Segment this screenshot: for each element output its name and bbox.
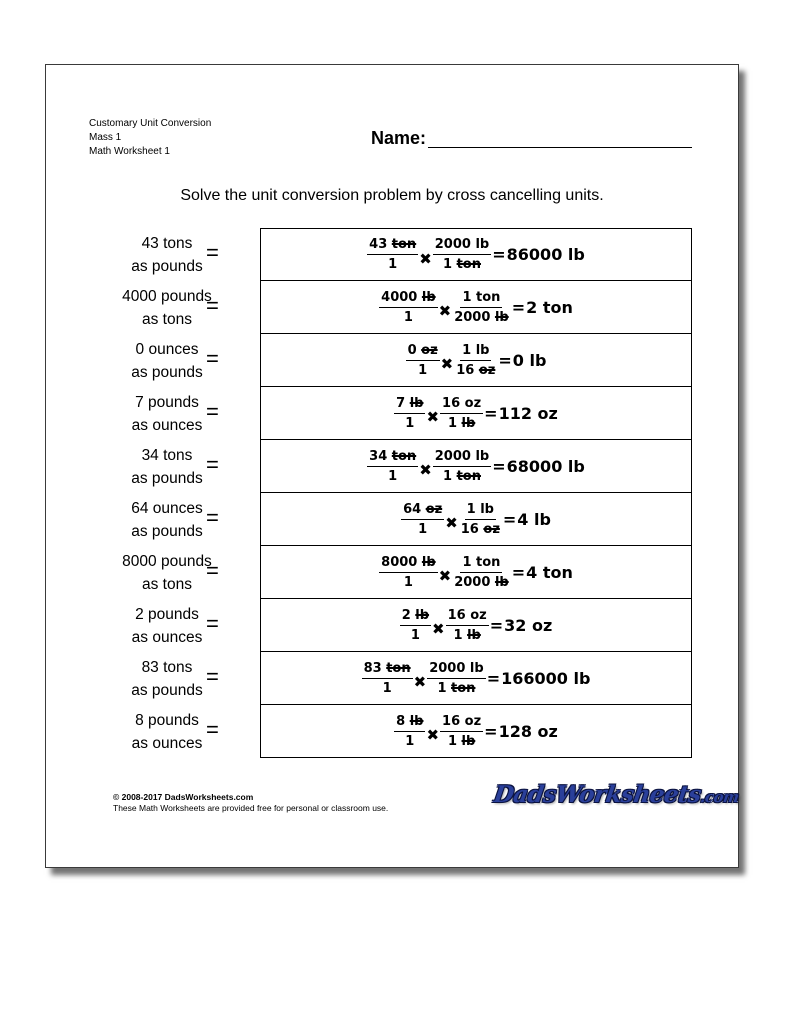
denominator: 1 [403,574,413,590]
conversion-factor [446,608,489,643]
cancelled-unit: ton [456,257,481,272]
conversion-expression [261,493,691,545]
multiply-icon: ✖ [413,673,427,691]
term-number: 0 [407,342,422,358]
equals-sign: = [206,717,219,742]
prompt-target-unit: as pounds [131,364,203,381]
conversion-expression [261,440,691,492]
denominator [454,361,497,378]
denominator: 1 [410,627,420,643]
cancelled-unit: lb [467,627,481,643]
denominator [446,732,477,749]
conversion-expression [261,334,691,386]
numerator [394,396,425,414]
cancelled-unit: lb [494,309,509,325]
cancelled-unit: ton [391,448,417,464]
conversion-expression [261,387,691,439]
denominator [441,467,483,484]
numerator [401,502,444,520]
equals-sign: = [206,399,219,424]
denominator: 1 [405,733,415,749]
answer-box[interactable] [260,493,692,546]
answer-box[interactable] [260,281,692,334]
prompt-quantity: 4000 pounds [122,288,212,305]
term-number: 1 [453,627,468,643]
given-fraction [400,608,431,643]
prompt-quantity: 7 pounds [135,394,199,411]
multiply-icon: ✖ [419,461,432,479]
term-number: 2000 [454,574,495,590]
conversion-factor [459,502,502,537]
answer-value: 2 ton [526,297,573,317]
problem-row [46,705,738,758]
term-number: 4000 [381,289,422,305]
problem-row [46,281,738,334]
given-fraction [406,343,440,378]
problem-row [46,440,738,493]
conversion-expression [261,229,691,280]
prompt-quantity: 64 ounces [131,500,203,517]
prompt-quantity: 34 tons [141,447,193,464]
conversion-factor [427,661,485,696]
numerator: 2000 lb [433,449,491,467]
prompt-target-unit: as tons [142,576,192,593]
numerator: 16 oz [440,396,483,414]
numerator: 1 lb [460,343,491,361]
cancelled-unit: lb [421,289,436,305]
given-fraction [401,502,444,537]
denominator: 1 [418,362,428,378]
cancelled-unit: lb [409,395,424,411]
problem-row [46,599,738,652]
denominator: 1 [418,521,428,537]
equals-sign: = [206,293,219,318]
numerator [367,449,418,467]
cancelled-unit: oz [483,521,500,537]
term-number: 1 [447,415,462,431]
multiply-icon: ✖ [426,726,440,744]
term-number: 64 [403,501,426,517]
multiply-icon: ✖ [432,620,445,638]
denominator [441,255,483,272]
denominator [446,414,477,431]
multiply-icon: ✖ [419,249,432,268]
denominator [452,573,510,590]
conversion-expression [261,281,691,333]
conversion-factor [452,290,510,325]
conversion-expression [261,705,691,757]
term-number: 1 [443,468,457,484]
answer-box[interactable] [260,546,692,599]
conversion-factor [433,237,491,272]
numerator [367,237,418,255]
denominator [452,626,483,643]
answer-value: 166000 lb [501,668,591,688]
prompt-quantity: 83 tons [141,659,193,676]
prompt-quantity: 8000 pounds [122,553,212,570]
given-fraction [394,396,425,431]
denominator: 1 [382,680,392,696]
cancelled-unit: ton [386,660,411,676]
result-equals: = [492,245,506,264]
meta-subtitle: Mass 1 [89,132,122,143]
result-equals: = [498,350,512,370]
worksheet-page [45,64,739,868]
term-number: 1 [437,680,452,696]
conversion-expression [261,546,691,598]
result-equals: = [489,615,504,635]
answer-box[interactable] [260,334,692,387]
numerator: 2000 lb [427,661,485,679]
given-fraction [394,714,425,749]
conversion-expression [261,599,691,651]
multiply-icon: ✖ [438,302,452,320]
worksheet-meta [89,117,211,159]
prompt-target-unit: as pounds [131,258,203,275]
equals-sign: = [206,346,219,371]
cancelled-unit: oz [425,501,443,517]
cancelled-unit: ton [391,237,417,252]
numerator: 16 oz [440,714,483,732]
equals-sign: = [206,664,219,689]
denominator: 1 [403,309,413,325]
result-equals: = [492,456,506,476]
problem-row [46,493,738,546]
equals-sign: = [206,240,219,265]
multiply-icon: ✖ [438,567,452,585]
answer-value: 128 oz [498,721,558,741]
prompt-target-unit: as ounces [131,735,203,752]
numerator: 1 ton [460,290,502,308]
multiply-icon: ✖ [426,408,440,426]
answer-box[interactable] [260,705,692,758]
prompt-target-unit: as pounds [131,470,203,487]
logo-main: DadsWorksheets [492,781,703,808]
answer-value: 86000 lb [506,245,585,264]
given-fraction [362,661,413,696]
prompt-quantity: 43 tons [141,235,193,252]
numerator: 1 lb [465,502,496,520]
problem-row [46,228,738,281]
answer-value: 32 oz [504,615,553,635]
footer-note: These Math Worksheets are provided free for personal or classroom use. [113,803,389,813]
equals-sign: = [206,611,219,636]
logo-suffix: .com [699,788,740,806]
multiply-icon: ✖ [440,355,454,373]
term-number: 1 [443,257,457,272]
footer [113,792,388,814]
problem-row [46,652,738,705]
dadsworksheets-logo[interactable] [492,781,741,808]
answer-value: 0 lb [512,350,547,370]
conversion-expression [261,652,691,704]
answer-value: 4 lb [517,509,551,529]
numerator [394,714,425,732]
term-number: 83 [363,660,387,676]
term-number: 2 [401,607,416,623]
denominator [452,308,510,325]
footer-copyright: © 2008-2017 DadsWorksheets.com [113,792,254,802]
numerator: 16 oz [446,608,489,626]
meta-title: Customary Unit Conversion [89,118,212,129]
prompt-quantity: 8 pounds [135,712,199,729]
answer-box[interactable] [260,652,692,705]
cancelled-unit: lb [421,554,436,570]
conversion-factor [433,449,491,484]
result-equals: = [484,403,498,423]
conversion-factor [440,714,483,749]
cancelled-unit: ton [456,468,481,484]
denominator: 1 [388,257,398,272]
result-equals: = [511,297,526,317]
denominator [435,679,477,696]
prompt-target-unit: as ounces [131,417,203,434]
multiply-icon: ✖ [445,514,458,532]
answer-value: 68000 lb [506,456,585,476]
equals-sign: = [206,452,219,477]
equals-sign: = [206,558,219,583]
problem-row [46,546,738,599]
denominator [459,520,502,537]
prompt-target-unit: as tons [142,311,192,328]
answer-box[interactable] [260,228,692,281]
prompt-quantity: 0 ounces [135,341,199,358]
prompt-target-unit: as pounds [131,682,203,699]
term-number: 8 [396,713,410,729]
given-fraction [367,237,418,272]
conversion-factor [452,555,510,590]
numerator: 1 ton [460,555,502,573]
problem-row [46,387,738,440]
numerator: 2000 lb [433,237,491,255]
given-fraction [379,290,437,325]
cancelled-unit: lb [409,713,424,729]
term-number: 34 [369,448,392,464]
denominator: 1 [405,415,415,431]
term-number: 1 [447,733,462,749]
answer-box[interactable] [260,599,692,652]
cancelled-unit: ton [451,680,476,696]
name-label: Name: [371,128,427,148]
numerator [379,290,437,308]
result-equals: = [484,721,498,741]
prompt-target-unit: as pounds [131,523,203,540]
problem-row [46,334,738,387]
result-equals: = [511,562,526,582]
cancelled-unit: lb [415,607,430,623]
cancelled-unit: lb [461,415,476,431]
numerator [379,555,437,573]
prompt-target-unit: as ounces [131,629,203,646]
denominator: 1 [388,468,398,484]
term-number: 16 [456,362,479,378]
answer-box[interactable] [260,440,692,493]
conversion-factor [454,343,497,378]
result-equals: = [486,668,501,688]
cancelled-unit: lb [494,574,509,590]
numerator [362,661,413,679]
cancelled-unit: oz [421,342,438,358]
cancelled-unit: oz [478,362,496,378]
answer-box[interactable] [260,387,692,440]
term-number: 8000 [381,554,422,570]
term-number: 2000 [454,309,495,325]
numerator [400,608,431,626]
cancelled-unit: lb [461,733,476,749]
equals-sign: = [206,505,219,530]
numerator [406,343,440,361]
term-number: 16 [460,521,484,537]
given-fraction [379,555,437,590]
result-equals: = [502,509,517,529]
conversion-factor [440,396,483,431]
term-number: 43 [369,237,392,252]
term-number: 7 [396,395,410,411]
answer-value: 112 oz [498,403,558,423]
prompt-quantity: 2 pounds [135,606,199,623]
name-field-line[interactable] [428,147,692,148]
answer-value: 4 ton [526,562,573,582]
instructions: Solve the unit conversion problem by cross cancelling units. [180,187,604,204]
given-fraction [367,449,418,484]
meta-worksheet-number: Math Worksheet 1 [89,146,170,157]
